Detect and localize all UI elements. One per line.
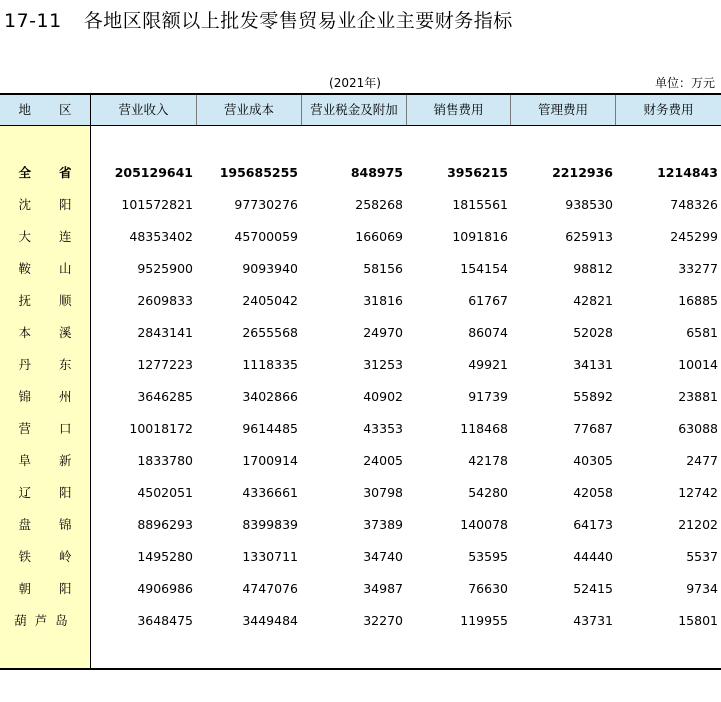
table-cell: 33277 <box>678 261 718 276</box>
region-name-char: 辽 <box>18 485 31 500</box>
table-cell: 63088 <box>678 421 718 436</box>
region-name-char: 阳 <box>59 485 72 500</box>
table-cell: 45700059 <box>234 229 298 244</box>
header-col-selling: 销售费用 <box>433 102 484 117</box>
region-name <box>0 413 90 445</box>
table-cell: 119955 <box>460 613 508 628</box>
header-col-cost: 营业成本 <box>223 102 274 117</box>
table-cell: 8896293 <box>137 517 193 532</box>
table-cell: 54280 <box>468 485 508 500</box>
table-cell: 42821 <box>573 293 613 308</box>
table-cell: 2609833 <box>137 293 193 308</box>
table-cell: 34987 <box>363 581 403 596</box>
table-cell: 55892 <box>573 389 613 404</box>
region-name <box>0 189 90 221</box>
region-name-char: 溪 <box>59 325 72 340</box>
table-cell: 2212936 <box>552 165 613 180</box>
region-name-char: 东 <box>59 357 72 372</box>
table-row <box>0 349 721 381</box>
region-name-char: 省 <box>59 165 72 180</box>
table-cell: 49921 <box>468 357 508 372</box>
table-cell: 2843141 <box>137 325 193 340</box>
table-row <box>0 445 721 477</box>
table-cell: 48353402 <box>129 229 193 244</box>
table-cell: 3956215 <box>447 165 508 180</box>
table-cell: 195685255 <box>219 165 298 180</box>
table-cell: 9734 <box>686 581 718 596</box>
region-name <box>0 349 90 381</box>
table-cell: 30798 <box>363 485 403 500</box>
header-rule <box>0 125 721 126</box>
region-name-char: 盘 <box>18 517 31 532</box>
region-name-char: 州 <box>59 389 72 404</box>
table-cell: 34740 <box>363 549 403 564</box>
region-name-char: 铁 <box>18 549 31 564</box>
table-cell: 154154 <box>460 261 508 276</box>
table-row <box>0 573 721 605</box>
region-name <box>0 381 90 413</box>
table-row <box>0 381 721 413</box>
table-cell: 16885 <box>678 293 718 308</box>
region-name-char: 丹 <box>18 357 31 372</box>
table-cell: 43731 <box>573 613 613 628</box>
table-cell: 43353 <box>363 421 403 436</box>
region-name <box>0 317 90 349</box>
table-cell: 12742 <box>678 485 718 500</box>
table-cell: 1091816 <box>452 229 508 244</box>
table-cell: 625913 <box>565 229 613 244</box>
table-cell: 3402866 <box>242 389 298 404</box>
table-number: 17-11 <box>4 10 62 32</box>
header-col-tax: 营业税金及附加 <box>310 102 398 117</box>
table-cell: 1214843 <box>657 165 718 180</box>
table-row <box>0 221 721 253</box>
region-name-char: 锦 <box>18 389 31 404</box>
table-row <box>0 285 721 317</box>
table-cell: 9525900 <box>137 261 193 276</box>
table-cell: 21202 <box>678 517 718 532</box>
region-name-char: 抚 <box>18 293 31 308</box>
table-cell: 1277223 <box>137 357 193 372</box>
table-row <box>0 541 721 573</box>
region-name-char: 鞍 <box>18 261 31 276</box>
table-cell: 24970 <box>363 325 403 340</box>
table-cell: 1700914 <box>242 453 298 468</box>
table-cell: 98812 <box>573 261 613 276</box>
table-cell: 5537 <box>686 549 718 564</box>
table-cell: 1833780 <box>137 453 193 468</box>
header-region-char: 地 <box>18 102 31 117</box>
table-cell: 76630 <box>468 581 508 596</box>
table-cell: 10014 <box>678 357 718 372</box>
table-cell: 1495280 <box>137 549 193 564</box>
table-cell: 40902 <box>363 389 403 404</box>
region-name-char: 阳 <box>59 197 72 212</box>
table-cell: 23881 <box>678 389 718 404</box>
region-name <box>0 157 90 189</box>
table-cell: 4906986 <box>137 581 193 596</box>
table-cell: 31816 <box>363 293 403 308</box>
page-title <box>4 6 513 33</box>
table-cell: 34131 <box>573 357 613 372</box>
table-cell: 2477 <box>686 453 718 468</box>
region-name <box>0 573 90 605</box>
region-name-char: 锦 <box>59 517 72 532</box>
year-note: (2021年) <box>329 76 381 90</box>
region-name-char: 全 <box>18 165 31 180</box>
table-cell: 2405042 <box>242 293 298 308</box>
table-cell: 64173 <box>573 517 613 532</box>
region-name-char: 沈 <box>18 197 31 212</box>
table-cell: 1815561 <box>452 197 508 212</box>
table-cell: 8399839 <box>242 517 298 532</box>
region-name <box>0 509 90 541</box>
region-name-char: 朝 <box>18 581 31 596</box>
table-cell: 938530 <box>565 197 613 212</box>
table-cell: 15801 <box>678 613 718 628</box>
region-name-char: 本 <box>18 325 31 340</box>
region-name <box>0 605 90 637</box>
table-cell: 42178 <box>468 453 508 468</box>
unit-note: 单位：万元 <box>654 76 715 90</box>
table-cell: 3648475 <box>137 613 193 628</box>
table-row <box>0 253 721 285</box>
table-cell: 31253 <box>363 357 403 372</box>
table-row <box>0 413 721 445</box>
table-cell: 10018172 <box>129 421 193 436</box>
table-cell: 42058 <box>573 485 613 500</box>
region-name <box>0 221 90 253</box>
region-name <box>0 445 90 477</box>
table-cell: 37389 <box>363 517 403 532</box>
table-row <box>0 477 721 509</box>
table-cell: 1118335 <box>242 357 298 372</box>
table-row-total <box>0 157 721 189</box>
table-cell: 101572821 <box>121 197 193 212</box>
table-cell: 52415 <box>573 581 613 596</box>
region-name-char: 岭 <box>59 549 72 564</box>
table-cell: 58156 <box>363 261 403 276</box>
table-cell: 24005 <box>363 453 403 468</box>
region-name-char: 阜 <box>18 453 31 468</box>
table-row <box>0 189 721 221</box>
region-name-char: 阳 <box>59 581 72 596</box>
table-cell: 77687 <box>573 421 613 436</box>
table-cell: 86074 <box>468 325 508 340</box>
table-row <box>0 605 721 637</box>
table-cell: 848975 <box>350 165 403 180</box>
header-col-admin: 管理费用 <box>537 102 588 117</box>
region-name-char: 大 <box>18 229 31 244</box>
header-col-finance: 财务费用 <box>643 102 694 117</box>
header-region-char: 区 <box>59 102 72 117</box>
table-cell: 1330711 <box>242 549 298 564</box>
table-cell: 9093940 <box>242 261 298 276</box>
table-cell: 4747076 <box>242 581 298 596</box>
table-cell: 2655568 <box>242 325 298 340</box>
table-cell: 40305 <box>573 453 613 468</box>
region-name-char: 山 <box>59 261 72 276</box>
table-cell: 118468 <box>460 421 508 436</box>
table-cell: 245299 <box>670 229 718 244</box>
table-cell: 3646285 <box>137 389 193 404</box>
table-cell: 44440 <box>573 549 613 564</box>
table-cell: 3449484 <box>242 613 298 628</box>
table-cell: 140078 <box>460 517 508 532</box>
table-row <box>0 509 721 541</box>
table-cell: 9614485 <box>242 421 298 436</box>
table-cell: 97730276 <box>234 197 298 212</box>
table-title: 各地区限额以上批发零售贸易业企业主要财务指标 <box>83 10 513 32</box>
region-name-char: 口 <box>59 421 72 436</box>
region-name-char: 新 <box>59 453 72 468</box>
region-name-text: 葫芦岛 <box>14 613 76 628</box>
table-cell: 52028 <box>573 325 613 340</box>
region-name <box>0 253 90 285</box>
table-cell: 91739 <box>468 389 508 404</box>
table-cell: 258268 <box>355 197 403 212</box>
table-cell: 748326 <box>670 197 718 212</box>
table-cell: 4336661 <box>242 485 298 500</box>
table-cell: 166069 <box>355 229 403 244</box>
table-row <box>0 317 721 349</box>
region-name-char: 顺 <box>59 293 72 308</box>
header-col-revenue: 营业收入 <box>118 102 169 117</box>
table-cell: 53595 <box>468 549 508 564</box>
region-name-char: 连 <box>59 229 72 244</box>
region-name <box>0 285 90 317</box>
header-region <box>0 95 90 125</box>
region-name-char: 营 <box>18 421 31 436</box>
table-cell: 61767 <box>468 293 508 308</box>
table-cell: 6581 <box>686 325 718 340</box>
table-cell: 205129641 <box>114 165 193 180</box>
table-cell: 4502051 <box>137 485 193 500</box>
bottom-rule <box>0 668 721 670</box>
region-name <box>0 541 90 573</box>
table-cell: 32270 <box>363 613 403 628</box>
region-name <box>0 477 90 509</box>
